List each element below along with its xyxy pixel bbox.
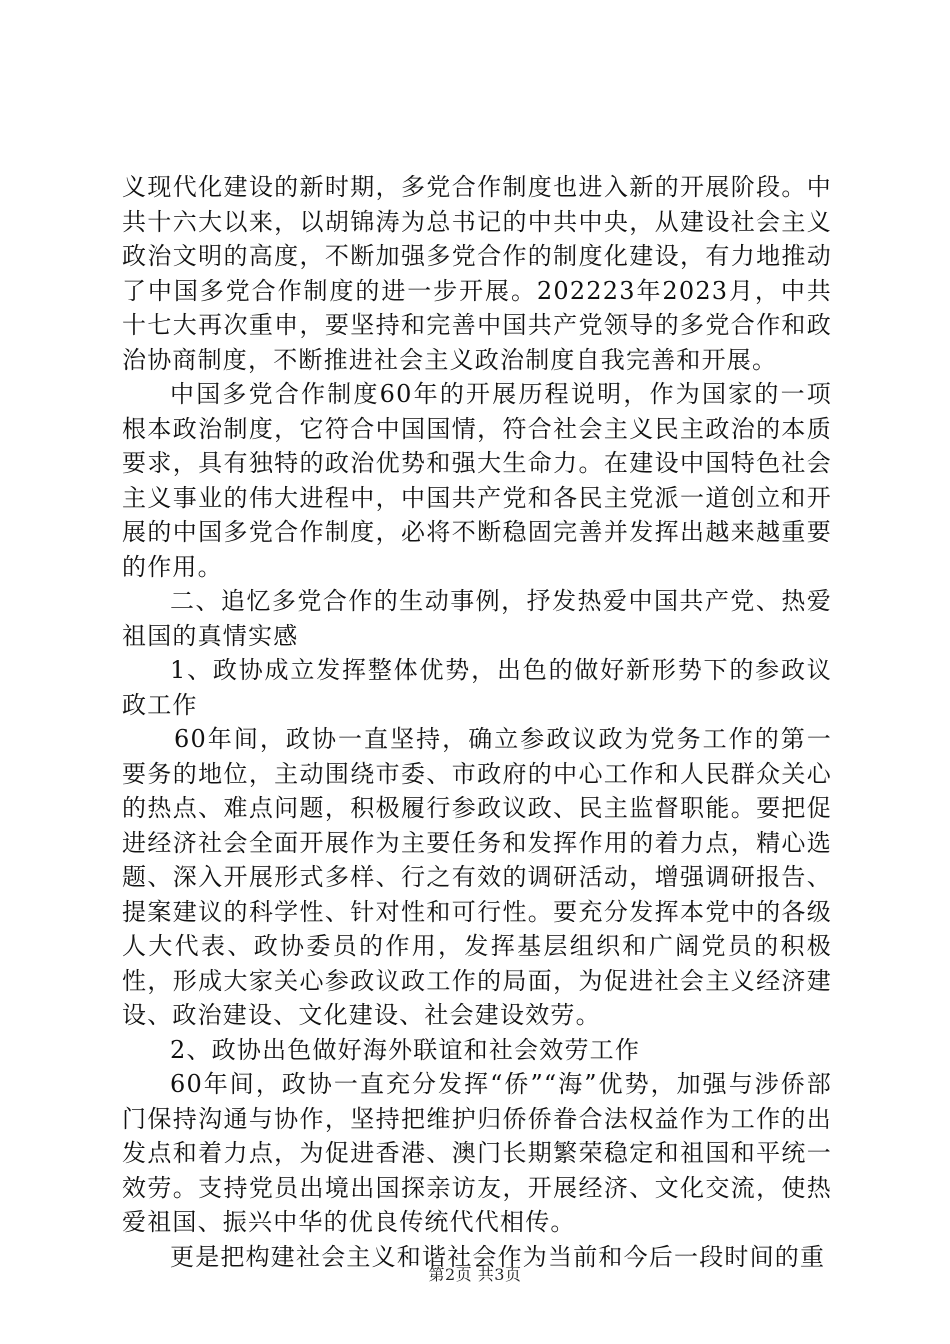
document-body <box>122 170 832 1274</box>
paragraph-4: 60年间，政协一直充分发挥“侨”“海”优势，加强与涉侨部门保持沟通与协作，坚持把维护归侨侨眷合法权益作为工作的出发点和着力点，为促进香港、澳门长期繁荣稳定和祖国和平统一效劳。支持党员出境出国探亲访友，开展经济、文化交流，使热爱祖国、振兴中华的优良传统代代相传。 <box>122 1070 832 1236</box>
page-number-footer: 第2页 共3页 <box>428 1265 522 1284</box>
section-heading-2: 二、追忆多党合作的生动事例，抒发热爱中国共产党、热爱祖国的真情实感 <box>122 587 832 650</box>
paragraph-1: 义现代化建设的新时期，多党合作制度也进入新的开展阶段。中共十六大以来，以胡锦涛为总书记的中共中央，从建设社会主义政治文明的高度，不断加强多党合作的制度化建设，有力地推动了中国多党合作制度的进一步开展。202223年2023月，中共十七大再次重申，要坚持和完善中国共产党领导的多党合作和政治协商制度，不断推进社会主义政治制度自我完善和开展。 <box>122 173 832 374</box>
subheading-1: 1、政协成立发挥整体优势，出色的做好新形势下的参政议政工作 <box>122 656 832 719</box>
paragraph-2: 中国多党合作制度60年的开展历程说明，作为国家的一项根本政治制度，它符合中国国情，符合社会主义民主政治的本质要求，具有独特的政治优势和强大生命力。在建设中国特色社会主义事业的伟大进程中，中国共产党和各民主党派一道创立和开展的中国多党合作制度，必将不断稳固完善并发挥出越来越重要的作用。 <box>122 380 832 581</box>
paragraph-5: 更是把构建社会主义和谐社会作为当前和今后一段时间的重 <box>170 1242 826 1271</box>
subheading-2: 2、政协出色做好海外联谊和社会效劳工作 <box>170 1035 641 1064</box>
paragraph-3: 60年间，政协一直坚持，确立参政议政为党务工作的第一要务的地位，主动围绕市委、市政府的中心工作和人民群众关心的热点、难点问题，积极履行参政议政、民主监督职能。要把促进经济社会全面开展作为主要任务和发挥作用的着力点，精心选题、深入开展形式多样、行之有效的调研活动，增强调研报告、提案建议的科学性、针对性和可行性。要充分发挥本党中的各级人大代表、政协委员的作用，发挥基层组织和广阔党员的积极性，形成大家关心参政议政工作的局面，为促进社会主义经济建设、政治建设、文化建设、社会建设效劳。 <box>122 725 832 1029</box>
